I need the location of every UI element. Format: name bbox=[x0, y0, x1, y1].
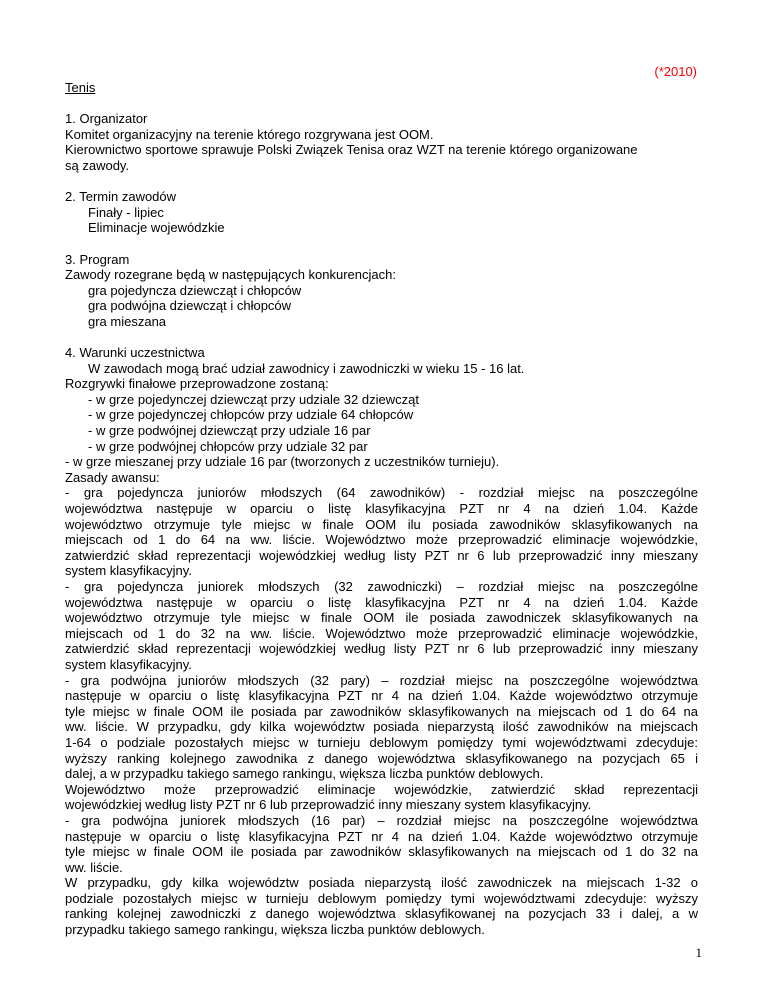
program-item: gra mieszana bbox=[88, 313, 167, 329]
subheading-advancement: Zasady awansu: bbox=[65, 469, 160, 485]
paragraph-line: tyle miejsc w finale OOM ile posiada par zawodników sklasyfikowanych na miejscach od 1 do 64 na bbox=[65, 703, 698, 719]
paragraph-line: województwa następuje w oparciu o listę klasyfikacyjna PZT nr 4 na dzień 1.04. Każde bbox=[65, 501, 698, 517]
paragraph-line: tyle miejsc w finale OOM ile posiada par zawodników sklasyfikowanych na miejscach od 1 do 32 na bbox=[65, 844, 698, 860]
paragraph-line: województwa następuje w oparciu o listę klasyfikacyjna PZT nr 4 na dzień 1.04. Każde bbox=[65, 594, 698, 610]
paragraph-line: podziale pozostałych miejsc w turnieju deblowym pomiędzy tymi województwami zdecyduje: wyższy bbox=[65, 890, 698, 906]
paragraph-line: W przypadku, gdy kilka województw posiada nieparzystą ilość zawodniczek na miejscach 1-32 o bbox=[65, 875, 698, 891]
paragraph-line: - gra podwójna juniorek młodszych (16 par) – rozdział miejsc na poszczególne województwa bbox=[65, 812, 698, 828]
paragraph-line: 1-64 o podziale pozostałych miejsc w turnieju deblowym pomiędzy tymi województwami zdecyduje: bbox=[65, 734, 698, 750]
paragraph-line: ww. liście. bbox=[65, 859, 123, 875]
document-title: Tenis bbox=[65, 80, 96, 95]
paragraph-line: ranking kolejnej zawodniczki z danego województwa sklasyfikowanej na pozycjach 33 i dalej, a w bbox=[65, 906, 698, 922]
paragraph-line: - gra podwójna juniorów młodszych (32 pary) – rozdział miejsc na poszczególne województwa bbox=[65, 672, 698, 688]
finals-item: - w grze podwójnej chłopców przy udziale 32 par bbox=[88, 438, 368, 454]
finals-item: - w grze pojedynczej dziewcząt przy udziale 32 dziewcząt bbox=[88, 391, 419, 407]
paragraph-line: zatwierdzić skład reprezentacji wojewódzkiej według listy PZT nr 6 lub przeprowadzić inny mieszany bbox=[65, 641, 698, 657]
spacer bbox=[65, 96, 698, 112]
page-number: 1 bbox=[695, 945, 702, 960]
paragraph-line: system klasyfikacyjny. bbox=[65, 656, 192, 672]
finals-item: - w grze pojedynczej chłopców przy udziale 64 chłopców bbox=[88, 407, 414, 423]
paragraph-line: Rozgrywki finałowe przeprowadzone zostaną: bbox=[65, 376, 329, 392]
spacer bbox=[65, 174, 698, 190]
date-item: Finały - lipiec bbox=[88, 204, 164, 220]
paragraph-line: zatwierdzić skład reprezentacji wojewódzkiej według listy PZT nr 6 lub przeprowadzić inny mieszany bbox=[65, 547, 698, 563]
paragraph-line: - gra pojedyncza juniorów młodszych (64 zawodników) - rozdział miejsc na poszczególne bbox=[65, 485, 698, 501]
paragraph-line: następuje w oparciu o listę klasyfikacyjna PZT nr 4 na dzień 1.04. Każde województwo otrzymuje bbox=[65, 828, 698, 844]
section-heading-conditions: 4. Warunki uczestnictwa bbox=[65, 345, 205, 361]
finals-item: - w grze podwójnej dziewcząt przy udziale 16 par bbox=[88, 423, 371, 439]
paragraph-line: wyższy ranking kolejnego zawodnika z danego województwa sklasyfikowanego na pozycjach 65 i bbox=[65, 750, 698, 766]
paragraph-line: dalej, a w przypadku takiego samego rankingu, większa liczba punktów deblowych. bbox=[65, 766, 544, 782]
paragraph-line: wojewódzkiej według listy PZT nr 6 lub przeprowadzić inny mieszany system klasyfikacyjny. bbox=[65, 797, 592, 813]
paragraph-line: miejscach od 1 do 32 na ww. liście. Województwo może przeprowadzić eliminacje wojewódzkie, bbox=[65, 625, 698, 641]
paragraph-line: województwo otrzymuje tyle miejsc w finale OOM ile posiada zawodniczek sklasyfikowanych na bbox=[65, 610, 698, 626]
paragraph-line: Komitet organizacyjny na terenie którego rozgrywana jest OOM. bbox=[65, 126, 434, 142]
year-tag: (*2010) bbox=[654, 64, 697, 79]
program-item: gra podwójna dziewcząt i chłopców bbox=[88, 298, 292, 314]
spacer bbox=[65, 330, 698, 346]
document-body bbox=[65, 80, 698, 938]
spacer bbox=[65, 236, 698, 252]
paragraph-line: ww. liście. W przypadku, gdy kilka województw posiada nieparzystą ilość zawodników na miejscach bbox=[65, 719, 698, 735]
section-heading-organizer: 1. Organizator bbox=[65, 111, 148, 127]
section-heading-dates: 2. Termin zawodów bbox=[65, 189, 177, 205]
paragraph-line: województwo otrzymuje tyle miejsc w finale OOM ilu posiada zawodników sklasyfikowanych na bbox=[65, 516, 698, 532]
paragraph-line: miejscach od 1 do 64 na ww. liście. Województwo może przeprowadzić eliminacje wojewódzkie, bbox=[65, 532, 698, 548]
date-item: Eliminacje wojewódzkie bbox=[88, 220, 225, 236]
paragraph-line: przypadku takiego samego rankingu, większa liczba punktów deblowych. bbox=[65, 922, 485, 938]
paragraph-line: W zawodach mogą brać udział zawodnicy i zawodniczki w wieku 15 - 16 lat. bbox=[88, 360, 525, 376]
paragraph-line: następuje w oparciu o listę klasyfikacyjna PZT nr 4 na dzień 1.04. Każde województwo otrzymuje bbox=[65, 688, 698, 704]
program-item: gra pojedyncza dziewcząt i chłopców bbox=[88, 282, 302, 298]
paragraph-line: Kierownictwo sportowe sprawuje Polski Związek Tenisa oraz WZT na terenie którego organizowane bbox=[65, 142, 638, 158]
paragraph-line: są zawody. bbox=[65, 157, 130, 173]
paragraph-line: system klasyfikacyjny. bbox=[65, 563, 192, 579]
program-intro: Zawody rozegrane będą w następujących konkurencjach: bbox=[65, 267, 396, 283]
finals-item: - w grze mieszanej przy udziale 16 par (tworzonych z uczestników turnieju). bbox=[65, 454, 500, 470]
paragraph-line: Województwo może przeprowadzić eliminacje wojewódzkie, zatwierdzić skład reprezentacji bbox=[65, 781, 698, 797]
paragraph-line: - gra pojedyncza juniorek młodszych (32 zawodniczki) – rozdział miejsc na poszczególne bbox=[65, 579, 698, 594]
section-heading-program: 3. Program bbox=[65, 251, 130, 267]
